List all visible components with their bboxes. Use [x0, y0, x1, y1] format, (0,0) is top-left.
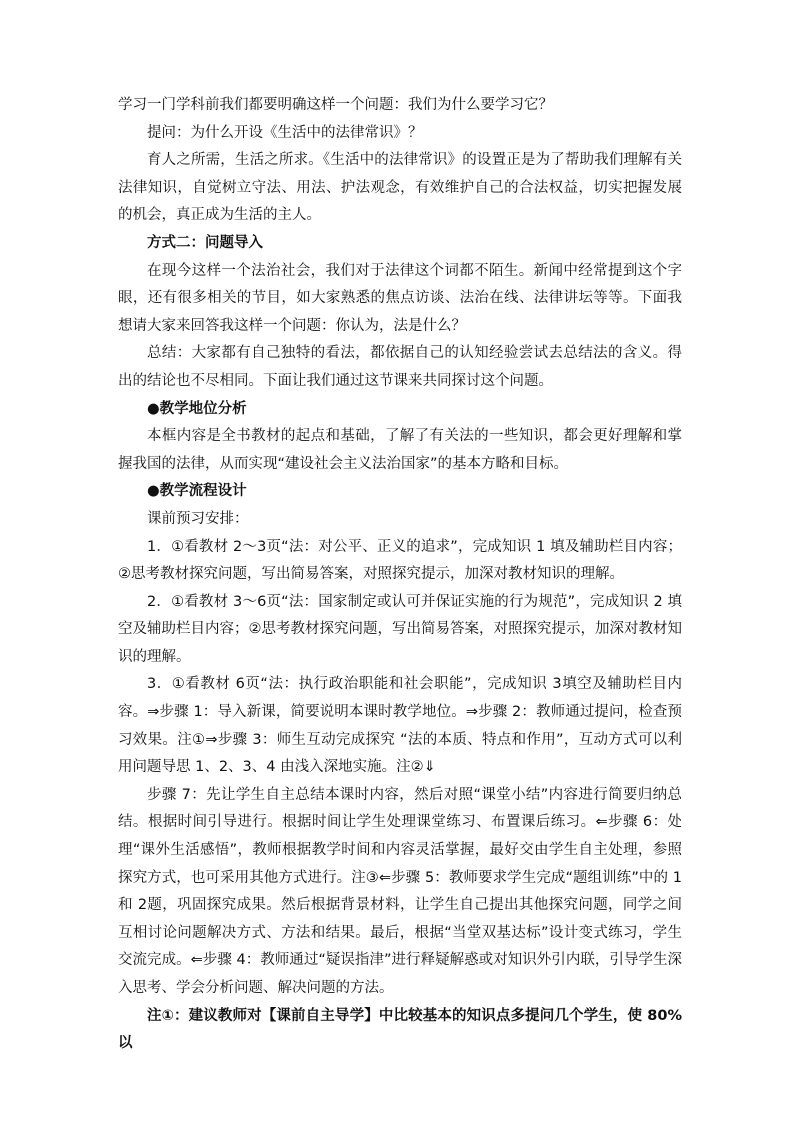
paragraph-intro: 学习一门学科前我们都要明确这样一个问题：我们为什么要学习它？ [118, 97, 553, 113]
paragraph-steps-4-7: 步骤 7：先让学生自主总结本课时内容，然后对照“课堂小结”内容进行简要归纳总结。根据时间引导进行。根据时间让学生处理课堂练习、布置课后练习。⇐步骤 6：处理“课外生活感悟”，教师根据教学时间和内容灵活掌握，最好交由学生自主处理，参照探究方式，也可采用其他方式进行。注③⇐步骤 5：教师要求学生完成“题组训练”中的 1和 2题，巩固探究成果。然后根据背景材料，让学生自己提出其他探究问题，同学之间互相讨论问题解决方式、方法和结果。最后，根据“当堂双基达标”设计变式练习，学生交流完成。⇐步骤 4：教师通过“疑误指津”进行释疑解惑或对知识外引内联，引导学生深入思考、学会分析问题、解决问题的方法。 [118, 786, 682, 996]
paragraph-step-3: 3．①看教材 6页“法：执行政治职能和社会职能”，完成知识 3填空及辅助栏目内容。⇒步骤 1：导入新课，简要说明本课时教学地位。⇒步骤 2：教师通过提问，检查预习效果。注①⇒步骤 3：师生互动完成探究 “法的本质、特点和作用”，互动方式可以利用问题导思 1、2、3、4 由浅入深地实施。注②⇓ [118, 676, 682, 776]
paragraph-preview: 课前预习安排： [147, 510, 249, 527]
paragraph-summary: 总结：大家都有自己独特的看法，都依据自己的认知经验尝试去总结法的含义。得出的结论也不尽相同。下面让我们通过这节课来共同探讨这个问题。 [118, 345, 682, 389]
paragraph-teaching-position: 本框内容是全书教材的起点和基础，了解了有关法的一些知识，都会更好理解和掌握我国的法律，从而实现“建设社会主义法治国家”的基本方略和目标。 [118, 428, 682, 472]
paragraph-question: 提问：为什么开设《生活中的法律常识》？ [147, 124, 423, 141]
paragraph-step-2: 2．①看教材 3～6页“法：国家制定或认可并保证实施的行为规范”，完成知识 2 填空及辅助栏目内容；②思考教材探究问题，写出简易答案，对照探究提示，加深对教材知识的理解。 [118, 593, 682, 665]
heading-teaching-position: ●教学地位分析 [147, 400, 247, 417]
paragraph-method-two: 在现今这样一个法治社会，我们对于法律这个词都不陌生。新闻中经常提到这个字眼，还有很多相关的节目，如大家熟悉的焦点访谈、法治在线、法律讲坛等等。下面我想请大家来回答我这样一个问题：你认为，法是什么？ [118, 262, 682, 334]
heading-teaching-flow: ●教学流程设计 [147, 483, 247, 500]
paragraph-step-1: 1．①看教材 2～3页“法：对公平、正义的追求”，完成知识 1 填及辅助栏目内容；②思考教材探究问题，写出简易答案，对照探究提示，加深对教材知识的理解。 [118, 538, 682, 583]
heading-method-two: 方式二：问题导入 [147, 234, 263, 251]
paragraph-answer: 育人之所需，生活之所求。《生活中的法律常识》的设置正是为了帮助我们理解有关法律知识，自觉树立守法、用法、护法观念，有效维护自己的合法权益，切实把握发展的机会，真正成为生活的主人。 [118, 152, 682, 224]
paragraph-note-1: 注①：建议教师对【课前自主导学】中比较基本的知识点多提问几个学生，使 80%以 [118, 1007, 682, 1052]
